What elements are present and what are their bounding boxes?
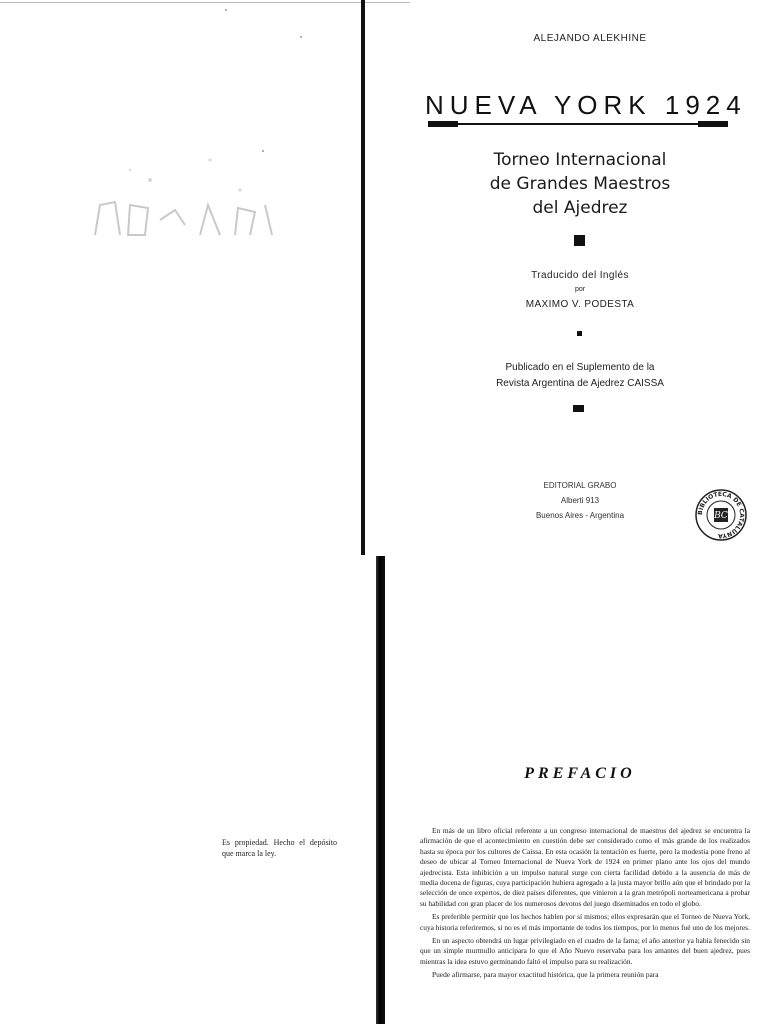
right-page xyxy=(370,0,768,1024)
publication-line: Revista Argentina de Ajedrez CAISSA xyxy=(496,378,664,389)
title-underline xyxy=(428,123,728,125)
preface-paragraph: En más de un libro oficial referente a un congreso internacional de maestros del ajedrez se encuentra la afirmación de que el acontecimiento en cuestión debe ser considerado como el más grande de los realizados hasta su época por los cultores de Caissa. En esta ocasión la tentación es fuerte, pero la modestia pone freno al deseo de ubicar al Torneo Internacional de Nueva York de 1924 en primer plano ante los ojos del mundo ajedrecista. Esta inhibición a un impulso natural surge con cierta facilidad debido a la ausencia de más de media docena de figuras, cuya participación hubiera agregado a la justa mayor brillo aún que el brindado por la selección de once expertos, de diez países diferentes, que vinieron a la gran metrópoli norteamericana a probar su habilidad con gran placer de los numerosos devotos del juego diseminados en todo el globo. xyxy=(420,826,750,908)
ink-speck xyxy=(225,9,227,11)
bleed-through-stamp xyxy=(90,150,290,250)
legal-notice: Es propiedad. Hecho el depósito que marca la ley. xyxy=(222,838,337,858)
publisher-address: Alberti 913 xyxy=(560,496,600,505)
separator-square xyxy=(577,331,582,336)
library-stamp xyxy=(694,488,748,542)
publisher-info xyxy=(510,478,650,523)
title-underline-bar-left xyxy=(428,121,458,127)
ink-speck xyxy=(300,36,302,38)
by-word: por xyxy=(574,286,586,293)
svg-text:BC: BC xyxy=(714,511,728,521)
subtitle-line: del Ajedrez xyxy=(532,198,628,218)
separator-square xyxy=(574,235,585,246)
publisher-city: Buenos Aires - Argentina xyxy=(535,511,625,520)
preface-title: PREFACIO xyxy=(524,765,636,782)
publication-note xyxy=(470,360,690,392)
left-page xyxy=(0,0,365,1024)
ink-speck xyxy=(262,150,264,152)
preface-body xyxy=(420,826,750,984)
preface-paragraph: Es preferible permitir que los hechos hablen por sí mismos; ellos expresarán que el Torneo de Nueva York, cuya historia referiremos, si no es el más importante de todos los tiempos, por lo menos fué uno de los mejores. xyxy=(420,912,750,932)
binding-gutter-top xyxy=(361,0,365,555)
separator-square xyxy=(573,405,584,412)
preface-paragraph: En un aspecto obtendrá un lugar privilegiado en el cuadro de la fama; el año anterior ya había fenecido sin que un simple murmullo anticipara lo que el Año Nuevo reservaba para los amantes del buen ajedrez, pues mientras la idea estuvo germinando faltó el impulso para su realización. xyxy=(420,936,750,966)
subtitle-line: Torneo Internacional xyxy=(493,150,667,170)
stamp-text: BIBLIOTECA DE CATALUNYA xyxy=(696,490,746,540)
book-title: NUEVA YORK 1924 xyxy=(425,90,747,120)
publication-line: Publicado en el Suplemento de la xyxy=(505,362,655,373)
title-underline-bar-right xyxy=(698,121,728,127)
preface-paragraph: Puede afirmarse, para mayor exactitud histórica, que la primera reunión para xyxy=(432,970,659,980)
translator-name: MAXIMO V. PODESTA xyxy=(525,299,635,310)
publisher-name: EDITORIAL GRABO xyxy=(543,481,617,490)
subtitle-line: de Grandes Maestros xyxy=(489,174,671,194)
subtitle xyxy=(450,148,710,220)
author-name: ALEJANDO ALEKHINE xyxy=(533,33,647,44)
translated-from: Traducido del Inglés xyxy=(531,270,629,281)
